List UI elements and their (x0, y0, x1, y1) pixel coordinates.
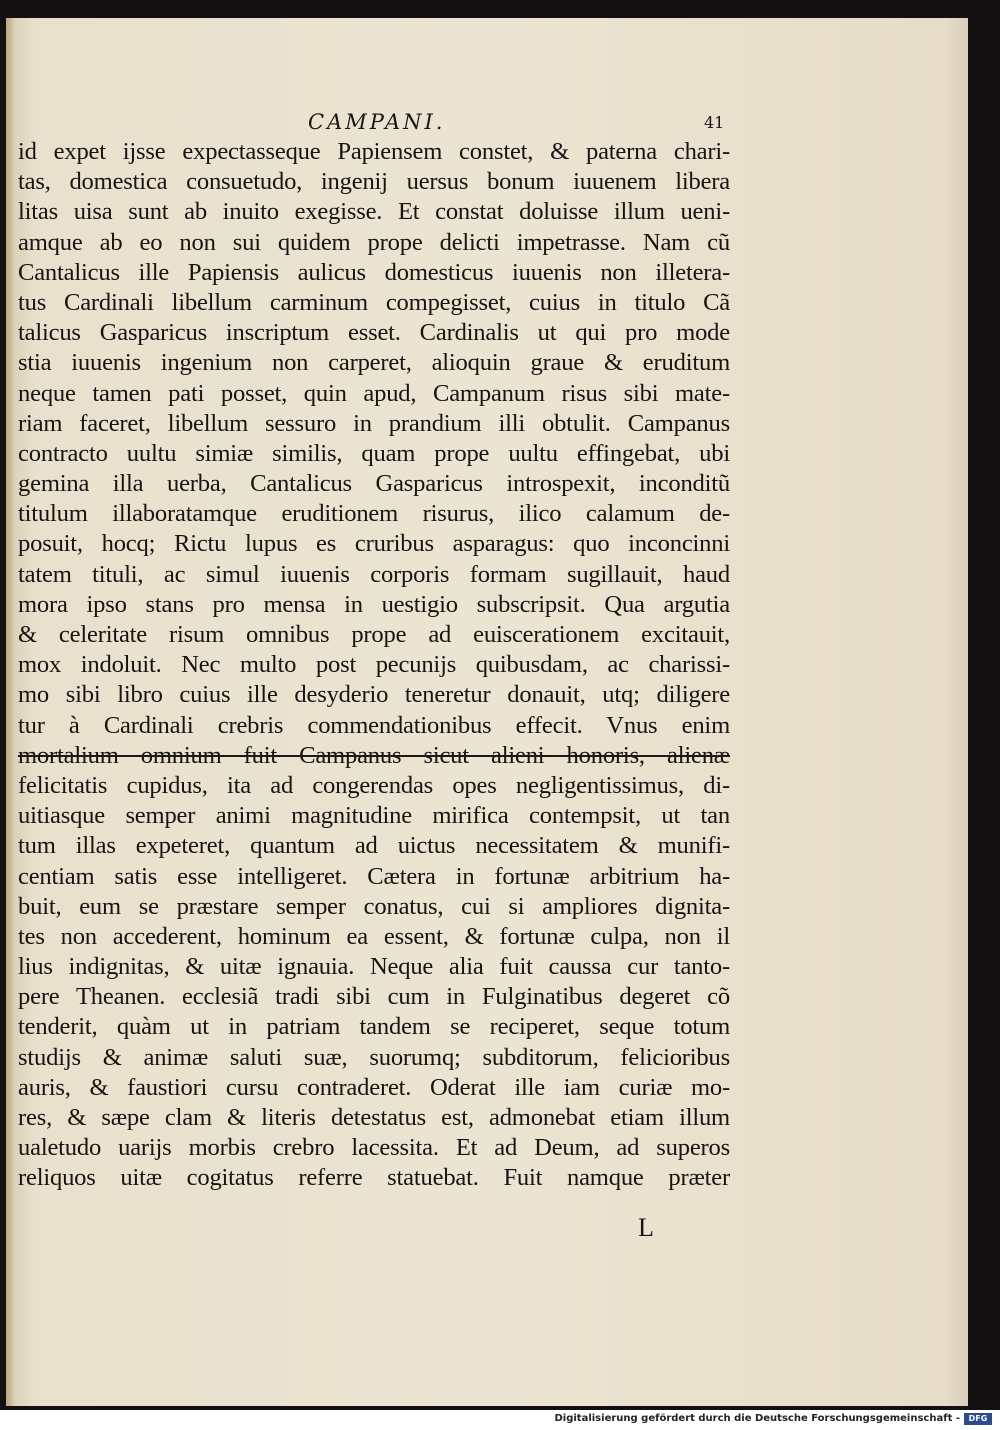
text-line: buit, eum se præstare semper conatus, cui si ampliores dignita- (18, 892, 730, 920)
text-line: pere Theanen. ecclesiã tradi sibi cum in Fulginatibus degeret cõ (18, 983, 730, 1011)
text-line: uitiasque semper animi magnitudine mirifica contempsit, ut tan (18, 802, 730, 830)
text-line: mora ipso stans pro mensa in uestigio subscripsit. Qua argutia (18, 590, 730, 618)
text-line: tes non accederent, hominum ea essent, & fortunæ culpa, non il (18, 922, 730, 950)
running-head: CAMPANI. (308, 110, 446, 134)
book-page (6, 18, 968, 1406)
text-line: mo sibi libro cuius ille desyderio teneretur donauit, utq; diligere (18, 681, 730, 709)
text-line: posuit, hocq; Rictu lupus es cruribus asparagus: quo inconcinni (18, 530, 730, 558)
text-line: amque ab eo non sui quidem prope delicti impetrasse. Nam cũ (18, 228, 730, 256)
text-line: studijs & animæ saluti suæ, suorumq; subditorum, felicioribus (18, 1043, 730, 1071)
text-line: tur à Cardinali crebris commendationibus effecit. Vnus enim (18, 711, 730, 739)
text-line: neque tamen pati posset, quin apud, Campanum risus sibi mate- (18, 379, 730, 407)
text-line: reliquos uitæ cogitatus referre statuebat. Fuit namque præter (18, 1164, 730, 1192)
text-line: tus Cardinali libellum carminum compegisset, cuius in titulo Cã (18, 288, 730, 316)
page-edge (6, 18, 14, 1406)
text-line: felicitatis cupidus, ita ad congerendas opes negligentissimus, di- (18, 771, 730, 799)
text-line: tum illas expeteret, quantum ad uictus necessitatem & munifi- (18, 832, 730, 860)
text-line: talicus Gasparicus inscriptum esset. Cardinalis ut qui pro mode (18, 319, 730, 347)
signature-mark: L (638, 1213, 654, 1242)
footer-bar (0, 1410, 1000, 1430)
text-line: centiam satis esse intelligeret. Cætera in fortunæ arbitrium ha- (18, 862, 730, 890)
text-line: tas, domestica consuetudo, ingenij uersus bonum iuuenem libera (18, 168, 730, 196)
funding-credit: Digitalisierung gefördert durch die Deutsche Forschungsgemeinschaft - (554, 1413, 960, 1424)
text-line: Cantalicus ille Papiensis aulicus domesticus iuuenis non illetera- (18, 258, 730, 286)
text-block (18, 137, 730, 1194)
text-line: stia iuuenis ingenium non carperet, alioquin graue & eruditum (18, 349, 730, 377)
text-line: auris, & faustiori cursu contraderet. Oderat ille iam curiæ mo- (18, 1073, 730, 1101)
text-line: gemina illa uerba, Cantalicus Gasparicus introspexit, inconditũ (18, 470, 730, 498)
text-line: riam faceret, libellum sessuro in prandium illi obtulit. Campanus (18, 409, 730, 437)
text-line: lius indignitas, & uitæ ignauia. Neque alia fuit caussa cur tanto- (18, 953, 730, 981)
text-line: mox indoluit. Nec multo post pecunijs quibusdam, ac charissi- (18, 651, 730, 679)
text-line: & celeritate risum omnibus prope ad euiscerationem excitauit, (18, 621, 730, 648)
text-line: contracto uultu simiæ similis, quam prope uultu effingebat, ubi (18, 439, 730, 467)
text-line: id expet ijsse expectasseque Papiensem constet, & paterna chari- (18, 138, 730, 165)
text-line: ualetudo uarijs morbis crebro lacessita. Et ad Deum, ad superos (18, 1134, 730, 1162)
text-line: titulum illaboratamque eruditionem risurus, ilico calamum de- (18, 500, 730, 528)
text-line-struck: mortalium omnium fuit Campanus sicut alieni honoris, alienæ (18, 741, 730, 769)
text-line: tatem tituli, ac simul iuuenis corporis formam sugillauit, haud (18, 560, 730, 588)
text-line: litas uisa sunt ab inuito exegisse. Et constat doluisse illum ueni- (18, 198, 730, 226)
text-line: tenderit, quàm ut in patriam tandem se reciperet, seque totum (18, 1013, 730, 1041)
text-line: res, & sæpe clam & literis detestatus est, admonebat etiam illum (18, 1104, 730, 1131)
dfg-logo[interactable]: DFG (964, 1413, 992, 1425)
folio-number: 41 (704, 113, 725, 132)
